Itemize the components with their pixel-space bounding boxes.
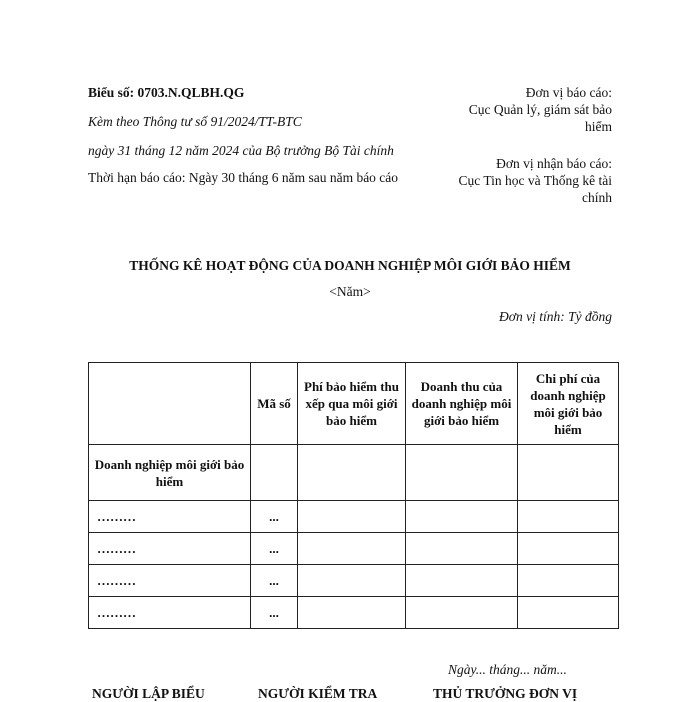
table-cell: [298, 445, 406, 501]
receiving-unit: Cục Tin học và Thống kê tài chính: [458, 173, 612, 205]
document-title: THỐNG KÊ HOẠT ĐỘNG CỦA DOANH NGHIỆP MÔI GIỚI BẢO HIỂM: [129, 258, 571, 273]
row-name: ………: [89, 533, 251, 565]
table-cell: [251, 445, 298, 501]
table-cell: [518, 597, 619, 629]
table-cell: [518, 445, 619, 501]
year-placeholder: <Năm>: [329, 284, 371, 299]
form-code: Biểu số: 0703.N.QLBH.QG: [88, 85, 245, 100]
form-header-right: [446, 84, 612, 206]
table-cell: [406, 445, 518, 501]
table-cell: [518, 533, 619, 565]
group-label: Doanh nghiệp môi giới bảo hiểm: [89, 445, 251, 501]
column-header-code: Mã số: [251, 363, 298, 445]
table-cell: [406, 597, 518, 629]
table-cell: [406, 533, 518, 565]
table-group-row: [89, 445, 619, 501]
row-name: ………: [89, 565, 251, 597]
signature-head-of-unit: THỦ TRƯỞNG ĐƠN VỊ: [433, 686, 578, 701]
table-header-row: [89, 363, 619, 445]
column-header-revenue: Doanh thu của doanh nghiệp môi giới bảo hiểm: [406, 363, 518, 445]
signature-checker: NGƯỜI KIỂM TRA: [258, 686, 378, 701]
signature-date: Ngày... tháng... năm...: [448, 662, 567, 677]
form-header-left: [88, 84, 408, 186]
unit-of-measure: Đơn vị tính: Tỷ đồng: [499, 309, 612, 324]
circular-date: ngày 31 tháng 12 năm 2024 của Bộ trưởng Bộ Tài chính: [88, 143, 394, 158]
row-code: ...: [251, 533, 298, 565]
table-row: [89, 597, 619, 629]
table-cell: [406, 501, 518, 533]
row-name: ………: [89, 501, 251, 533]
reporting-unit: Cục Quản lý, giám sát bảo hiểm: [468, 102, 612, 134]
reporting-unit-label: Đơn vị báo cáo:: [525, 85, 612, 100]
circular-reference: Kèm theo Thông tư số 91/2024/TT-BTC: [88, 114, 302, 129]
table-cell: [298, 533, 406, 565]
table-cell: [518, 501, 619, 533]
row-code: ...: [251, 565, 298, 597]
table-cell: [298, 565, 406, 597]
table-row: [89, 501, 619, 533]
table-row: [89, 533, 619, 565]
table-cell: [298, 597, 406, 629]
column-header-premium: Phí bảo hiểm thu xếp qua môi giới bảo hiểm: [298, 363, 406, 445]
column-header-expense: Chi phí của doanh nghiệp môi giới bảo hiểm: [518, 363, 619, 445]
column-header-name: [89, 363, 251, 445]
table-row: [89, 565, 619, 597]
row-name: ………: [89, 597, 251, 629]
row-code: ...: [251, 501, 298, 533]
row-code: ...: [251, 597, 298, 629]
table-cell: [298, 501, 406, 533]
table-cell: [518, 565, 619, 597]
report-deadline: Thời hạn báo cáo: Ngày 30 tháng 6 năm sau năm báo cáo: [88, 170, 399, 185]
signature-preparer: NGƯỜI LẬP BIỂU: [92, 686, 205, 701]
statistics-table: [88, 362, 619, 629]
table-cell: [406, 565, 518, 597]
receiving-unit-label: Đơn vị nhận báo cáo:: [496, 156, 612, 171]
